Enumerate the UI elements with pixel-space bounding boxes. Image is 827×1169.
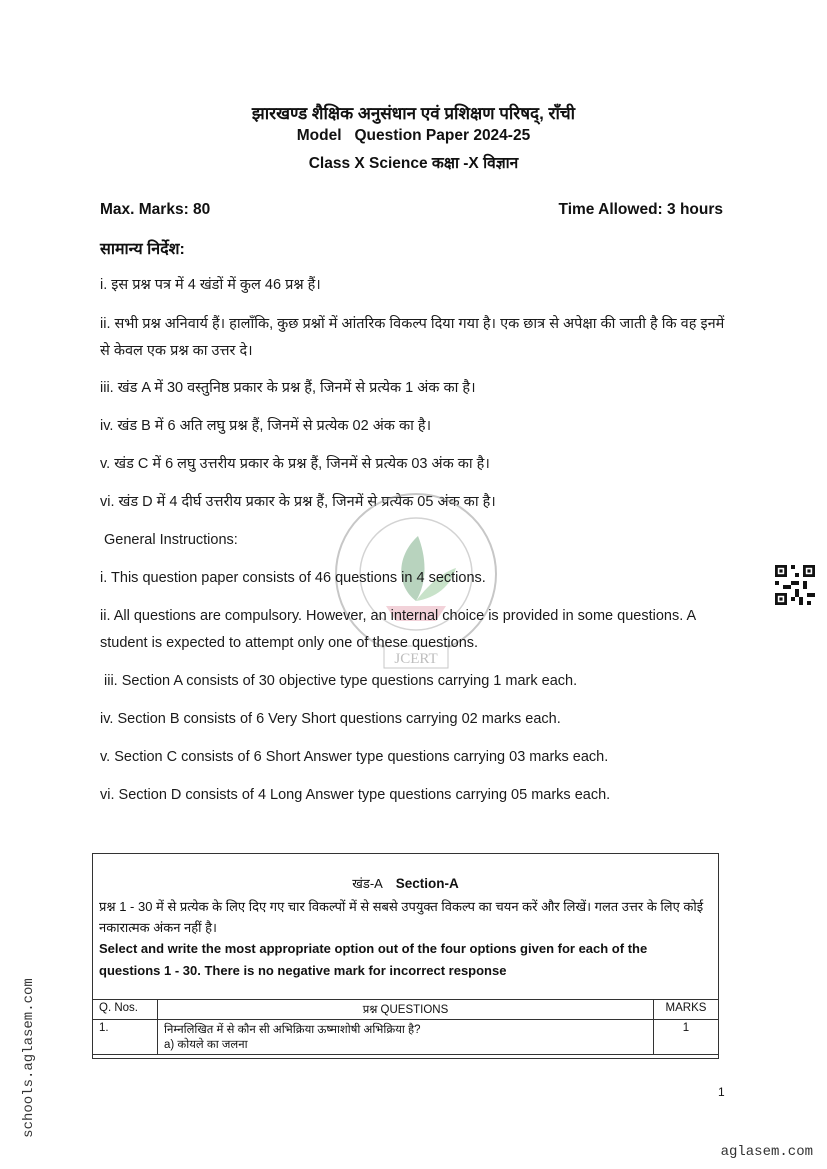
seal-label: JCERT [394,651,438,667]
hindi-instruction-item: ii. सभी प्रश्न अनिवार्य हैं। हालाँकि, कुछ प्रश्नों में आंतरिक विकल्प दिया गया है। एक छात्र से अपेक्षा की जाती है कि वह इनमें से केवल एक प्रश्न का उत्तर दे। [100,316,725,359]
section-a-title-hindi: खंड-A [352,876,383,891]
english-instruction-item: ii. All questions are compulsory. However, an internal choice is provided in some questions. A student is expected to attempt only one of these questions. [100,608,696,651]
hindi-instruction-item: iii. खंड A में 30 वस्तुनिष्ठ प्रकार के प्रश्न हैं, जिनमें से प्रत्येक 1 अंक का है। [100,380,476,396]
paper-title: Model Question Paper 2024-25 [296,127,531,144]
hindi-instruction-item: iv. खंड B में 6 अति लघु प्रश्न हैं, जिनमें से प्रत्येक 02 अंक का है। [100,418,432,434]
section-a-box [92,853,719,1059]
hindi-instruction-item: v. खंड C में 6 लघु उत्तरीय प्रकार के प्रश्न हैं, जिनमें से प्रत्येक 03 अंक का है। [100,456,490,472]
footer-watermark: aglasem.com [720,1144,813,1160]
hindi-instruction-item: vi. खंड D में 4 दीर्घ उत्तरीय प्रकार के प्रश्न हैं, जिनमें से प्रत्येक 05 अंक का है। [100,494,496,510]
section-a-instruction-english: Select and write the most appropriate option out of the four options given for each of the questions 1 - 30. There is no negative mark for incorrect response [99,941,648,978]
english-instructions-heading: General Instructions: [104,532,238,548]
organization-title: झारखण्ड शैक्षिक अनुसंधान एवं प्रशिक्षण परिषद्, राँची [251,104,576,123]
table-header-row [93,1000,719,1020]
question-cell [158,1020,654,1055]
header-marks: MARKS [654,1000,719,1020]
qr-code-icon [775,565,815,605]
english-instruction-item: i. This question paper consists of 46 questions in 4 sections. [100,570,486,586]
hindi-instructions-heading: सामान्य निर्देश: [100,241,185,258]
english-instruction-item: iii. Section A consists of 30 objective type questions carrying 1 mark each. [104,673,578,689]
table-row [93,1020,719,1055]
header-qno: Q. Nos. [93,1000,158,1020]
header-questions: प्रश्न QUESTIONS [158,1000,654,1020]
max-marks: Max. Marks: 80 [100,201,211,218]
page-number: 1 [718,1085,725,1099]
side-watermark: schools.aglasem.com [21,978,37,1138]
time-allowed: Time Allowed: 3 hours [558,201,723,218]
question-marks: 1 [654,1020,719,1055]
questions-table [92,999,719,1055]
section-a-title [93,874,718,892]
class-title: Class X Science कक्षा -X विज्ञान [308,155,519,172]
question-number: 1. [93,1020,158,1055]
question-option: a) कोयले का जलना [164,1039,248,1051]
question-text: निम्नलिखित में से कौन सी अभिक्रिया ऊष्माशोषी अभिक्रिया है? [164,1024,421,1036]
hindi-instruction-item: i. इस प्रश्न पत्र में 4 खंडों में कुल 46 प्रश्न हैं। [100,277,321,293]
section-a-instruction-hindi: प्रश्न 1 - 30 में से प्रत्येक के लिए दिए गए चार विकल्पों में से सबसे उपयुक्त विकल्प का चयन करें और लिखें। गलत उत्तर के लिए कोई नकारात्मक अंकन नहीं है। [99,899,704,935]
english-instruction-item: vi. Section D consists of 4 Long Answer type questions carrying 05 marks each. [100,787,611,803]
english-instruction-item: iv. Section B consists of 6 Very Short questions carrying 02 marks each. [100,711,561,727]
section-a-title-english: Section-A [395,876,459,891]
english-instruction-item: v. Section C consists of 6 Short Answer type questions carrying 03 marks each. [100,749,609,765]
